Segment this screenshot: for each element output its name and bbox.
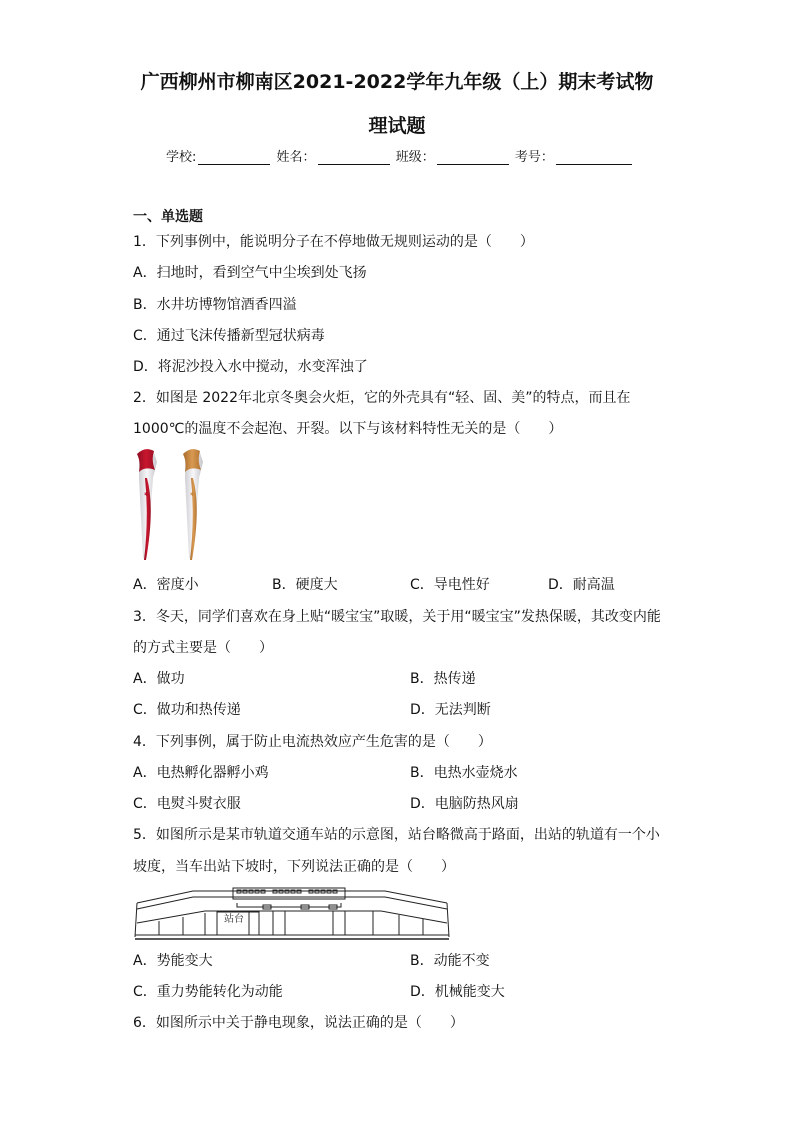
q4-stem: 4．下列事例，属于防止电流热效应产生危害的是（ ） [133, 734, 492, 750]
q5-stem-line1: 5．如图所示是某市轨道交通车站的示意图，站台略微高于路面，出站的轨道有一个小 [133, 827, 660, 843]
olympic-torch-figure [133, 448, 213, 566]
q3-option-d[interactable]: D．无法判断 [410, 702, 491, 718]
id-blank[interactable] [556, 152, 632, 165]
svg-text:✱: ✱ [190, 491, 196, 498]
school-blank[interactable] [198, 152, 270, 165]
svg-text:✱: ✱ [144, 491, 150, 498]
q3-stem-line1: 3．冬天，同学们喜欢在身上贴“暖宝宝”取暖，关于用“暖宝宝”发热保暖，其改变内能 [133, 609, 661, 625]
q2-option-b[interactable]: B．硬度大 [272, 577, 338, 593]
q5-option-c[interactable]: C．重力势能转化为动能 [133, 984, 283, 1000]
name-blank[interactable] [318, 152, 390, 165]
q2-stem-line1: 2．如图是 2022年北京冬奥会火炬，它的外壳具有“轻、固、美”的特点，而且在 [133, 390, 631, 406]
q1-option-c[interactable]: C．通过飞沫传播新型冠状病毒 [133, 328, 325, 344]
q3-option-c[interactable]: C．做功和热传递 [133, 702, 241, 718]
q3-option-a[interactable]: A．做功 [133, 671, 185, 687]
q5-option-a[interactable]: A．势能变大 [133, 953, 213, 969]
section-heading-single-choice: 一、单选题 [133, 209, 203, 225]
name-label: 姓名： [276, 150, 316, 165]
school-label: 学校: [166, 150, 197, 165]
q3-option-b[interactable]: B．热传递 [410, 671, 476, 687]
q1-option-b[interactable]: B．水井坊博物馆酒香四溢 [133, 297, 297, 313]
q6-stem: 6．如图所示中关于静电现象，说法正确的是（ ） [133, 1015, 464, 1031]
platform-label: 站台 [224, 914, 244, 925]
class-label: 班级： [395, 150, 435, 165]
q1-option-d[interactable]: D．将泥沙投入水中搅动，水变浑浊了 [133, 359, 368, 375]
q5-option-d[interactable]: D．机械能变大 [410, 984, 505, 1000]
q1-option-a[interactable]: A．扫地时，看到空气中尘埃到处飞扬 [133, 265, 367, 281]
exam-title-line2: 理试题 [368, 115, 426, 137]
q3-stem-line2: 的方式主要是（ ） [133, 640, 273, 656]
q5-option-b[interactable]: B．动能不变 [410, 953, 490, 969]
red-torch [137, 449, 157, 560]
rail-station-figure [133, 885, 451, 943]
student-info-line [166, 146, 634, 165]
class-blank[interactable] [437, 152, 509, 165]
gold-torch [183, 449, 203, 560]
q4-option-a[interactable]: A．电热孵化器孵小鸡 [133, 765, 269, 781]
q2-option-d[interactable]: D．耐高温 [548, 577, 615, 593]
id-label: 考号： [514, 150, 554, 165]
q2-option-c[interactable]: C．导电性好 [410, 577, 490, 593]
q4-option-b[interactable]: B．电热水壶烧水 [410, 765, 518, 781]
exam-title-line1: 广西柳州市柳南区2021-2022学年九年级（上）期末考试物 [140, 71, 654, 93]
q1-stem: 1．下列事例中，能说明分子在不停地做无规则运动的是（ ） [133, 234, 534, 250]
q5-stem-line2: 坡度，当车出站下坡时，下列说法正确的是（ ） [133, 859, 455, 875]
q2-stem-line2: 1000℃的温度不会起泡、开裂。以下与该材料特性无关的是（ ） [133, 421, 563, 437]
q4-option-d[interactable]: D．电脑防热风扇 [410, 796, 519, 812]
q2-option-a[interactable]: A．密度小 [133, 577, 199, 593]
q4-option-c[interactable]: C．电熨斗熨衣服 [133, 796, 241, 812]
